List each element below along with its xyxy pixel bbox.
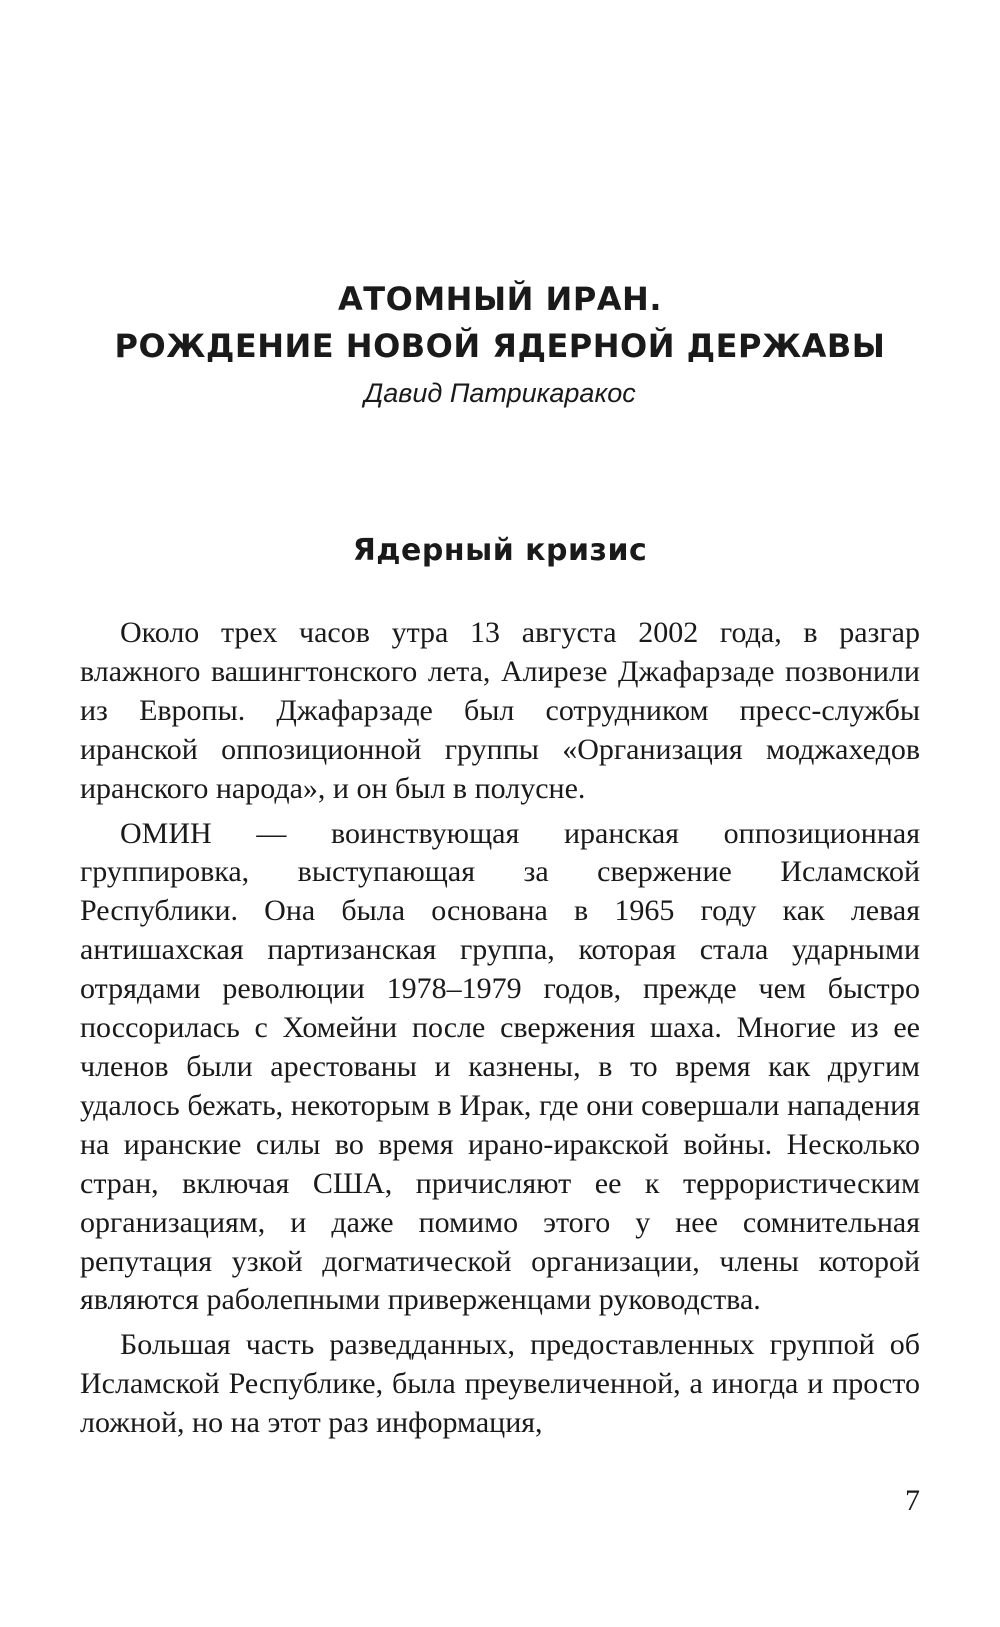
page-number: 7 [905,1484,920,1517]
author-name: Давид Патрикаракос [364,378,636,408]
paragraph-3: Большая часть разведданных, предоставленных группой об Исламской Республике, была преувеличенной, а иногда и просто ложной, но на этот раз информация, [80,1328,920,1440]
paragraph-1: Около трех часов утра 13 августа 2002 года, в разгар влажного вашингтонского лета, Алирезе Джафарзаде позвонили из Европы. Джафарзаде был сотрудником пресс-службы иранской оппозиционной группы «Организация моджахедов иранского народа», и он был в полусне. [80,616,920,805]
book-title-line-2: РОЖДЕНИЕ НОВОЙ ЯДЕРНОЙ ДЕРЖАВЫ [114,327,886,365]
section-heading: Ядерный кризис [352,533,648,568]
book-title-line-1: АТОМНЫЙ ИРАН. [338,280,662,318]
paragraph-2: ОМИН — воинствующая иранская оппозиционная группировка, выступающая за свержение Исламской Республики. Она была основана в 1965 году как левая антишахская партизанская группа, которая стала ударными отрядами революции 1978–1979 годов, прежде чем быстро поссорилась с Хомейни после свержения шаха. Многие из ее членов были арестованы и казнены, в то время как другим удалось бежать, некоторым в Ирак, где они совершали нападения на иранские силы во время ирано-иракской войны. Несколько стран, включая США, причисляют ее к террористическим организациям, и даже помимо этого у нее сомнительная репутация узкой догматической организации, члены которой являются раболепными приверженцами руководства. [80,816,920,1317]
body-text [80,614,920,1449]
